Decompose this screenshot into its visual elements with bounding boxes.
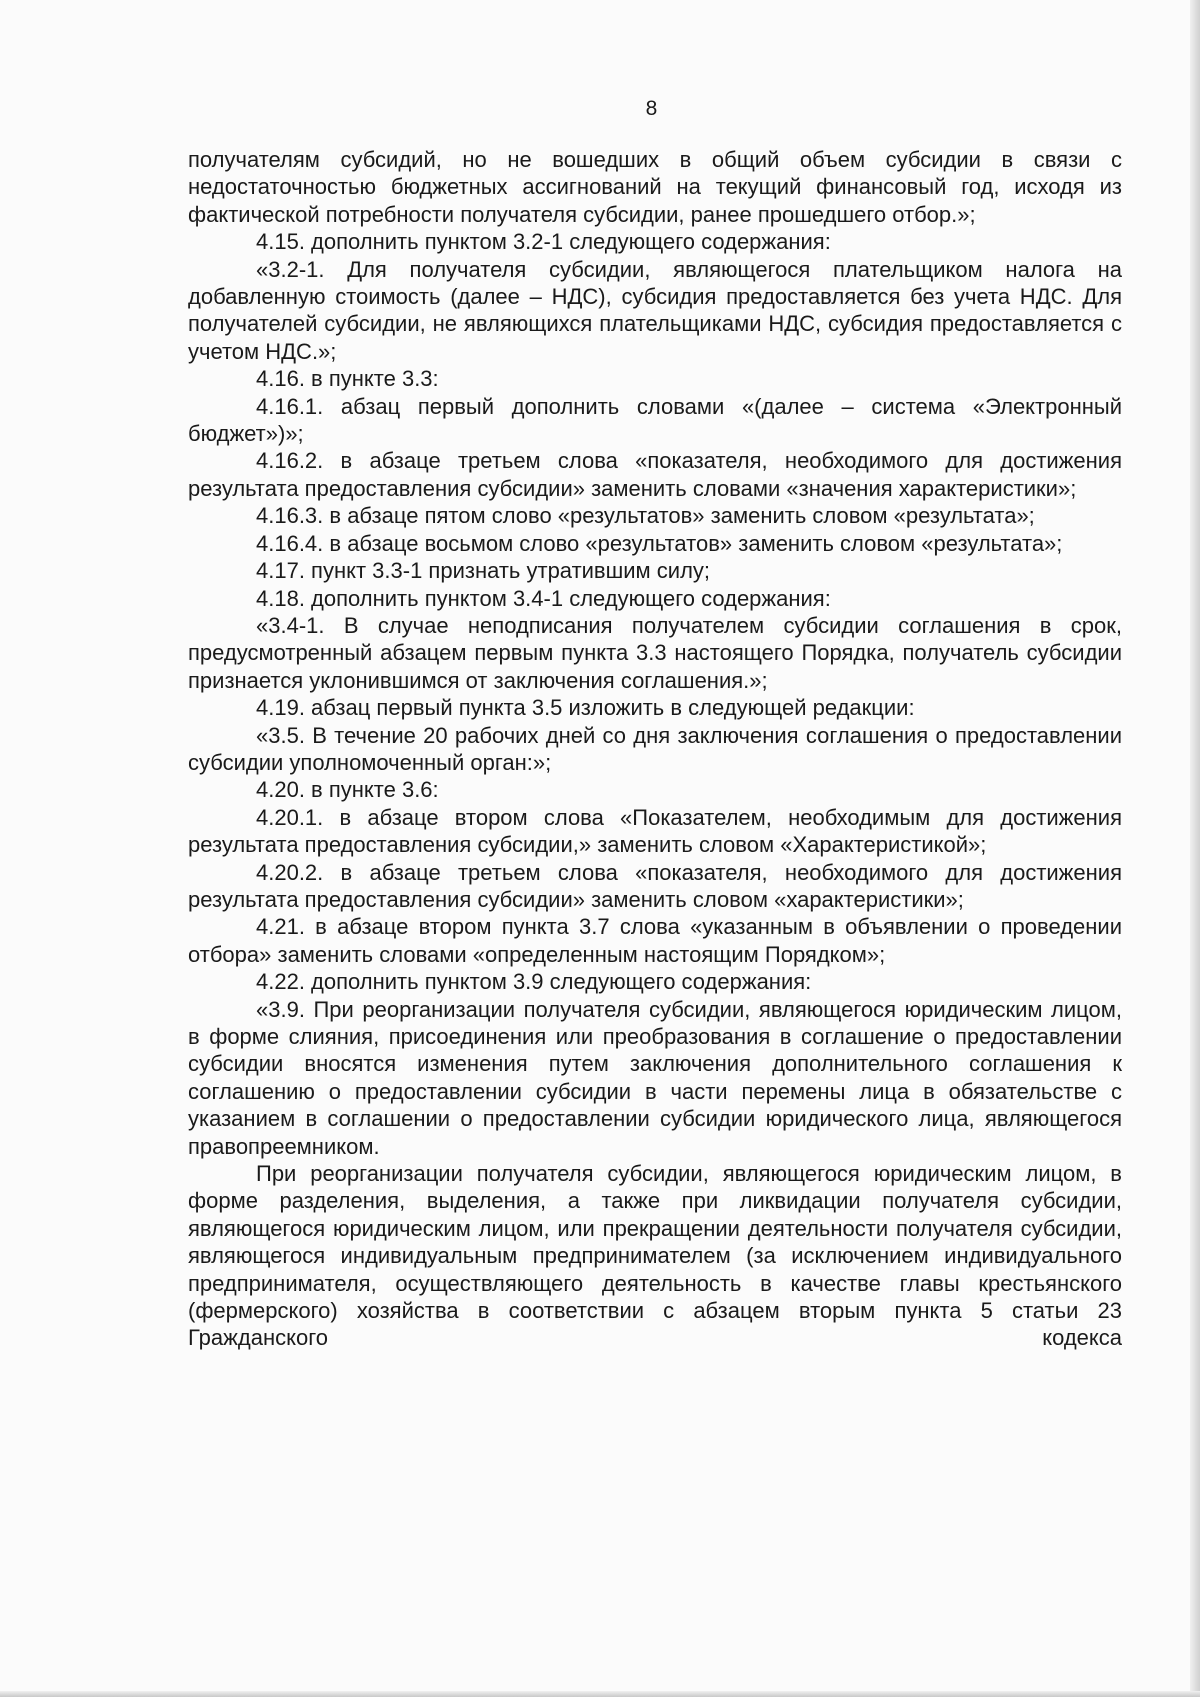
paragraph-4-16-4: 4.16.4. в абзаце восьмом слово «результатов» заменить словом «результата»; — [256, 530, 1063, 556]
paragraph-reorganization: При реорганизации получателя субсидии, являющегося юридическим лицом, в форме разделения, выделения, а также при ликвидации получателя субсидии, являющегося юридическим лицом, или прекращении деятельности получателя субсидии, являющегося индивидуальным предпринимателем (за исключением индивидуального предпринимателя, осуществляющего деятельность в качестве главы крестьянского (фермерского) хозяйства в соответствии с абзацем вторым пункта 5 статьи 23 Гражданского кодекса — [188, 1161, 1122, 1351]
paragraph-4-21: 4.21. в абзаце втором пункта 3.7 слова «указанным в объявлении о проведении отбора» заменить словами «определенным настоящим Порядком»; — [188, 914, 1122, 967]
paragraph-4-20: 4.20. в пункте 3.6: — [256, 777, 439, 803]
paragraph-4-18: 4.18. дополнить пунктом 3.4-1 следующего содержания: — [256, 585, 831, 611]
page-bottom-shadow — [0, 1691, 1200, 1697]
paragraph-3-9-quote: «3.9. При реорганизации получателя субсидии, являющегося юридическим лицом, в форме слияния, присоединения или преобразования в соглашение о предоставлении субсидии вносятся изменения путем заключения дополнительного соглашения к соглашению о предоставлении субсидии в части перемены лица в обязательстве с указанием в соглашении о предоставлении субсидии юридического лица, являющегося правопреемником. — [188, 996, 1122, 1159]
paragraph-3-4-1-quote: «3.4-1. В случае неподписания получателем субсидии соглашения в срок, предусмотренный абзацем первым пункта 3.3 настоящего Порядка, получатель субсидии признается уклонившимся от заключения соглашения.»; — [188, 612, 1122, 693]
paragraph-continuation: получателям субсидий, но не вошедших в общий объем субсидии в связи с недостаточностью бюджетных ассигнований на текущий финансовый год, исходя из фактической потребности получателя субсидии, ранее прошедшего отбор.»; — [188, 147, 1122, 227]
paragraph-4-16-1: 4.16.1. абзац первый дополнить словами «(далее – система «Электронный бюджет»)»; — [188, 393, 1122, 447]
paragraph-4-20-1: 4.20.1. в абзаце втором слова «Показателем, необходимым для достижения результата предоставления субсидии,» заменить словом «Характеристикой»; — [188, 804, 1122, 858]
paragraph-4-20-2: 4.20.2. в абзаце третьем слова «показателя, необходимого для достижения результата предоставления субсидии» заменить словом «характеристики»; — [188, 859, 1122, 912]
paragraph-3-2-1-quote: «3.2-1. Для получателя субсидии, являющегося плательщиком налога на добавленную стоимость (далее – НДС), субсидия предоставляется без учета НДС. Для получателей субсидии, не являющихся плательщиками НДС, субсидия предоставляется с учетом НДС.»; — [188, 256, 1122, 364]
paragraph-4-15: 4.15. дополнить пунктом 3.2-1 следующего содержания: — [256, 229, 831, 255]
paragraph-4-22: 4.22. дополнить пунктом 3.9 следующего содержания: — [256, 969, 812, 995]
page-number: 8 — [645, 97, 658, 120]
paragraph-4-16: 4.16. в пункте 3.3: — [256, 366, 439, 392]
paragraph-4-16-3: 4.16.3. в абзаце пятом слово «результатов» заменить словом «результата»; — [256, 503, 1035, 529]
page-edge-shadow — [1190, 0, 1200, 1697]
paragraph-3-5-quote: «3.5. В течение 20 рабочих дней со дня заключения соглашения о предоставлении субсидии уполномоченный орган:»; — [188, 722, 1122, 775]
paragraph-4-19: 4.19. абзац первый пункта 3.5 изложить в следующей редакции: — [256, 695, 915, 721]
paragraph-4-16-2: 4.16.2. в абзаце третьем слова «показателя, необходимого для достижения результата предоставления субсидии» заменить словами «значения характеристики»; — [188, 448, 1122, 501]
paragraph-4-17: 4.17. пункт 3.3-1 признать утратившим силу; — [256, 558, 711, 584]
document-body — [188, 146, 1122, 1352]
